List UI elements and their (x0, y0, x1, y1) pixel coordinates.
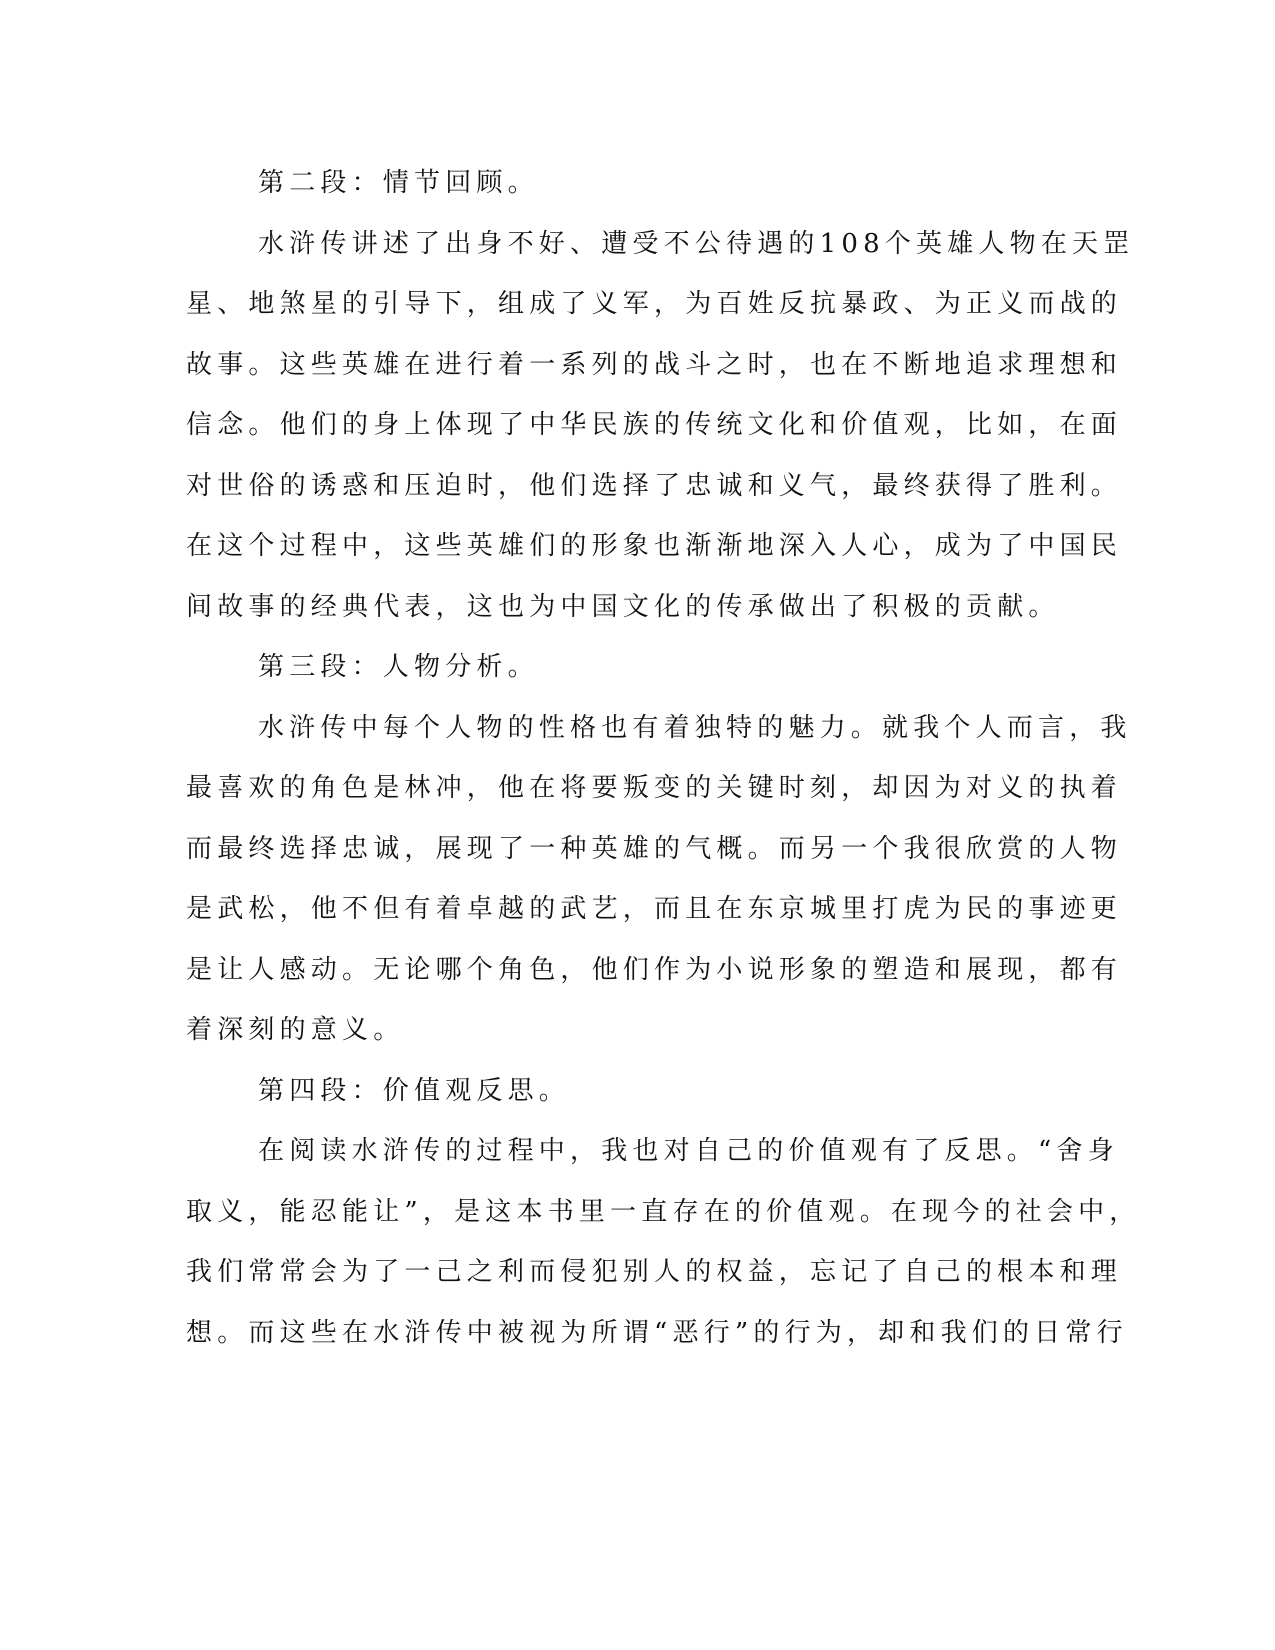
text-line: 而最终选择忠诚，展现了一种英雄的气概。而另一个我很欣赏的人物 (186, 833, 1123, 864)
section-heading-3 (186, 637, 1060, 698)
text-line: 对世俗的诱惑和压迫时，他们选择了忠诚和义气，最终获得了胜利。 (186, 470, 1123, 501)
text-line: 着深刻的意义。 (186, 1015, 405, 1045)
text-line: 在这个过程中，这些英雄们的形象也渐渐地深入人心，成为了中国民 (186, 531, 1123, 561)
text-line: 第三段：人物分析。 (258, 652, 539, 682)
text-line: 取义，能忍能让”，是这本书里一直存在的价值观。在现今的社会中， (186, 1196, 1141, 1227)
text-line: 最喜欢的角色是林冲，他在将要叛变的关键时刻，却因为对义的执着 (186, 773, 1123, 803)
text-line: 想。而这些在水浒传中被视为所谓“恶行”的行为，却和我们的日常行 (186, 1317, 1128, 1348)
text-line: 水浒传中每个人物的性格也有着独特的魅力。就我个人而言，我 (258, 712, 1132, 743)
text-line: 第二段：情节回顾。 (258, 168, 539, 198)
section-heading-2 (186, 153, 1060, 214)
text-line: 第四段：价值观反思。 (258, 1075, 571, 1106)
text-line: 我们常常会为了一己之利而侵犯别人的权益，忘记了自己的根本和理 (186, 1257, 1123, 1287)
text-line: 在阅读水浒传的过程中，我也对自己的价值观有了反思。“舍身 (258, 1136, 1119, 1166)
text-line: 是武松，他不但有着卓越的武艺，而且在东京城里打虎为民的事迹更 (186, 894, 1123, 924)
section-heading-4 (186, 1061, 1060, 1122)
text-line: 水浒传讲述了出身不好、遭受不公待遇的108个英雄人物在天罡 (258, 228, 1135, 259)
paragraph-character-analysis (186, 698, 1132, 1061)
text-line: 星、地煞星的引导下，组成了义军，为百姓反抗暴政、为正义而战的 (186, 289, 1123, 319)
text-line: 信念。他们的身上体现了中华民族的传统文化和价值观，比如，在面 (186, 410, 1123, 440)
text-line: 间故事的经典代表，这也为中国文化的传承做出了积极的贡献。 (186, 591, 1060, 622)
paragraph-values-reflection (186, 1121, 1141, 1363)
paragraph-plot-review (186, 214, 1135, 638)
text-line: 是让人感动。无论哪个角色，他们作为小说形象的塑造和展现，都有 (186, 954, 1123, 985)
document-body (186, 153, 1141, 1363)
text-line: 故事。这些英雄在进行着一系列的战斗之时，也在不断地追求理想和 (186, 349, 1123, 380)
